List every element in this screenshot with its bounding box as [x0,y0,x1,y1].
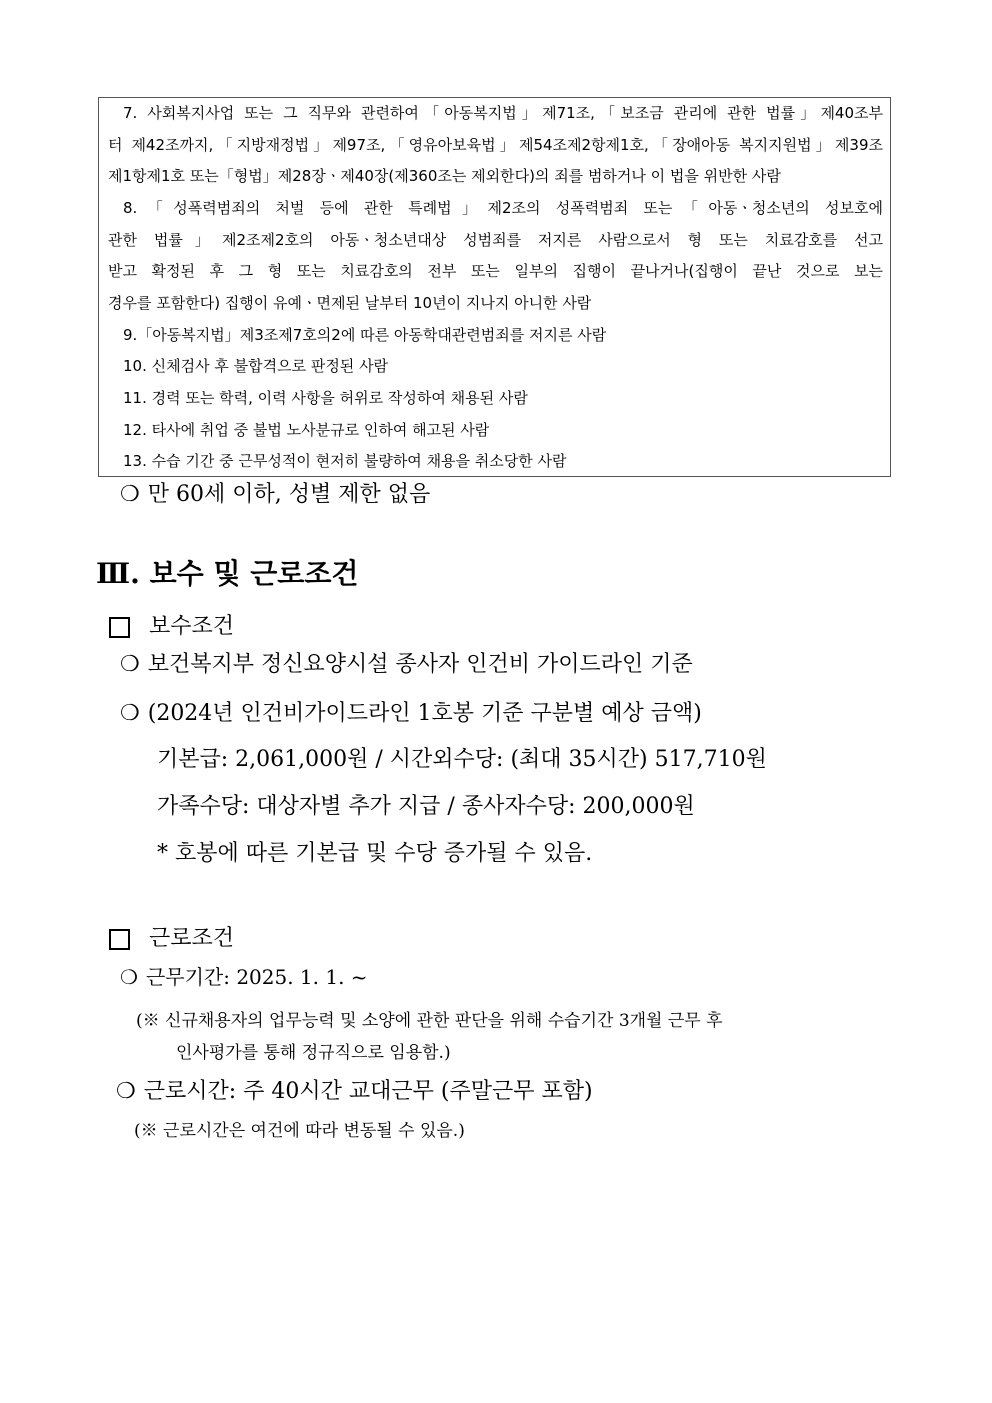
box-line-8c: 받고 확정된 후 그 형 또는 치료감호의 전부 또는 일부의 집행이 끝나거나(집행이 끝난 것으로 보는 [108,262,883,280]
box-line-8a: 8.「성폭력범죄의 처벌 등에 관한 특례법」제2조의 성폭력범죄 또는「아동ㆍ청소년의 성보호에 [123,199,883,217]
box-line-7b: 터 제42조까지,「지방재정법」제97조,「영유아보육법」제54조제2항제1호,「장애아동 복지지원법」제39조 [108,136,883,154]
box-line-7a: 7. 사회복지사업 또는 그 직무와 관련하여「아동복지법」제71조,「보조금 관리에 관한 법률」제40조부 [123,104,883,122]
box-line-12: 12. 타사에 취업 중 불법 노사분규로 인하여 해고된 사람 [123,421,490,439]
bullet-circle-icon: ❍ [120,965,138,989]
age-requirement-text: 만 60세 이하, 성별 제한 없음 [147,482,431,507]
box-line-7c: 제1항제1호 또는「형법」제28장ㆍ제40장(제360조는 제외한다)의 죄를 범하거나 이 법을 위반한 사람 [108,167,781,185]
work-title: 근로조건 [149,926,235,951]
pay-family-line: 가족수당: 대상자별 추가 지급 / 종사자수당: 200,000원 [157,794,695,819]
work-period-note-2: 인사평가를 통해 정규직으로 임용함.) [176,1043,451,1063]
box-line-11: 11. 경력 또는 학력, 이력 사항을 허위로 작성하여 채용된 사람 [123,389,528,407]
bullet-circle-icon: ❍ [120,652,140,677]
box-line-9: 9.「아동복지법」제3조제7호의2에 따른 아동학대관련범죄를 저지른 사람 [123,326,607,344]
section-heading: Ⅲ. 보수 및 근로조건 [96,557,359,590]
work-hours-note: (※ 근로시간은 여건에 따라 변동될 수 있음.) [134,1121,465,1141]
bullet-circle-icon: ❍ [116,1079,136,1104]
bullet-circle-icon: ❍ [120,482,140,507]
box-line-8b: 관한 법률」제2조제2호의 아동ㆍ청소년대상 성범죄를 저지른 사람으로서 형 또는 치료감호를 선고 [108,231,883,249]
pay-title: 보수조건 [149,614,235,639]
work-hours-text: 근로시간: 주 40시간 교대근무 (주말근무 포함) [143,1079,593,1104]
box-line-8d: 경우를 포함한다) 집행이 유예ㆍ면제된 날부터 10년이 지나지 아니한 사람 [108,294,592,312]
pay-note: * 호봉에 따른 기본급 및 수당 증가될 수 있음. [157,841,593,866]
bullet-circle-icon: ❍ [120,701,140,726]
pay-bullet-2 [120,699,702,729]
work-period [120,963,368,991]
box-line-13: 13. 수습 기간 중 근무성적이 현저히 불량하여 채용을 취소당한 사람 [123,452,567,470]
work-period-text: 근무기간: 2025. 1. 1. ~ [145,965,368,989]
pay-checkbox-icon [109,617,130,638]
work-checkbox-icon [109,929,130,950]
pay-bullet-1 [120,650,693,680]
work-period-note-1: (※ 신규채용자의 업무능력 및 소양에 관한 판단을 위해 수습기간 3개월 근무 후 [136,1011,723,1031]
pay-bullet-1-text: 보건복지부 정신요양시설 종사자 인건비 가이드라인 기준 [147,652,693,677]
box-line-10: 10. 신체검사 후 불합격으로 판정된 사람 [123,357,389,375]
age-requirement [120,480,430,510]
work-hours [116,1077,593,1107]
pay-bullet-2-text: (2024년 인건비가이드라인 1호봉 기준 구분별 예상 금액) [147,701,702,726]
pay-basic-line: 기본급: 2,061,000원 / 시간외수당: (최대 35시간) 517,710원 [157,747,767,772]
